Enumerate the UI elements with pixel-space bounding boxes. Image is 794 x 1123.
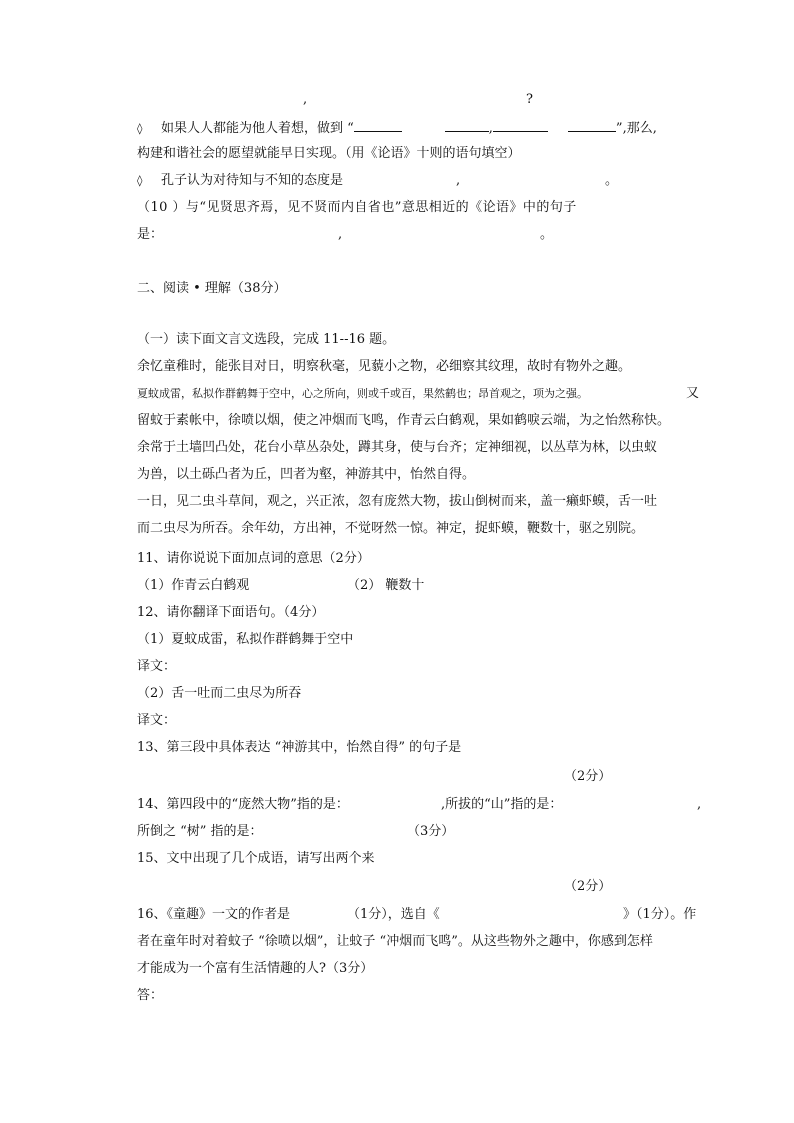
- blank-line[interactable]: [493, 119, 548, 132]
- question-16-cont: 才能成为一个富有生活情趣的人?（3分）: [137, 961, 374, 976]
- passage-line: 一日，见二虫斗草间，观之，兴正浓，忽有庞然大物，拔山倒树而来，盖一癞虾蟆，舌一吐: [137, 494, 658, 509]
- question-14-cont: 所倒之 “树” 指的是： （3分）: [137, 824, 455, 839]
- question-12: 12、请你翻译下面语句。（4分）: [137, 605, 325, 620]
- passage-line: 为兽，以土砾凸者为丘，凹者为壑，神游其中，怡然自得。: [137, 467, 476, 482]
- question-13: 13、第三段中具体表达 “神游其中，怡然自得” 的句子是: [137, 740, 462, 755]
- passage-line: 余常于土墙凹凸处，花台小草丛杂处，蹲其身，使与台齐；定神细视，以丛草为林，以虫蚁: [137, 440, 658, 455]
- score-label: （2分）: [564, 879, 612, 894]
- question-11: 11、请你说说下面加点词的意思（2分）: [137, 551, 370, 566]
- question-10: （10 ）与“见贤思齐焉，见不贤而内自省也”意思相近的《论语》中的句子: [137, 200, 577, 215]
- fill-text: 如果人人都能为他人着想，做到 “: [161, 121, 354, 136]
- fill-line-1: ◊ 如果人人都能为他人着想，做到 “ , ”,那么,: [137, 121, 657, 136]
- blank-question-mark: ?: [526, 92, 533, 107]
- question-16-cont: 者在童年时对着蚊子 “徐喷以烟”，让蚊子 “冲烟而飞鸣”。从这些物外之趣中，你感到怎样: [137, 934, 653, 949]
- question-10-answer: 是： , 。: [137, 227, 554, 242]
- question-11-items: （1）作青云白鹤观 （2） 鞭数十: [137, 578, 425, 593]
- question-15: 15、文中出现了几个成语，请写出两个来: [137, 851, 375, 866]
- section-title: 二、阅读 • 理解（38分）: [137, 281, 287, 296]
- score-label: （2分）: [564, 769, 612, 784]
- answer-label: 答：: [137, 988, 164, 1003]
- blank-line[interactable]: [445, 119, 489, 132]
- question-14: 14、第四段中的“庞然大物”指的是： ,所拔的“山”指的是： ,: [137, 797, 702, 812]
- blank-comma: ,: [303, 92, 308, 107]
- blank-line[interactable]: [568, 119, 616, 132]
- passage-line: 留蚊于素帐中，徐喷以烟，使之冲烟而飞鸣，作青云白鹤观，果如鹤唳云端，为之怡然称快。: [137, 413, 671, 428]
- passage-line: 夏蚊成雷，私拟作群鹤舞于空中，心之所向，则或千或百，果然鹤也；昂首观之，项为之强。 又: [137, 386, 700, 401]
- diamond-bullet-icon: ◊: [137, 174, 143, 187]
- blank-line[interactable]: [354, 119, 402, 132]
- fill-line-2: ◊ 孔子认为对待知与不知的态度是 , 。: [137, 173, 619, 188]
- question-16: 16、《童趣》一文的作者是 （1分），选自《 》（1分）。作: [137, 907, 697, 922]
- passage-line: 而二虫尽为所吞。余年幼，方出神，不觉呀然一惊。神定，捉虾蟆，鞭数十，驱之别院。: [137, 521, 645, 536]
- part-title: （一）读下面文言文选段，完成 11--16 题。: [137, 332, 396, 347]
- diamond-bullet-icon: ◊: [137, 122, 143, 135]
- answer-label: 译文：: [137, 713, 177, 728]
- instruction-line: 构建和谐社会的愿望就能早日实现。（用《论语》十则的语句填空）: [137, 146, 521, 161]
- passage-line: 余忆童稚时，能张目对日，明察秋毫，见藐小之物，必细察其纹理，故时有物外之趣。: [137, 359, 632, 374]
- answer-label: 译文：: [137, 659, 177, 674]
- question-12-item: （1）夏蚊成雷，私拟作群鹤舞于空中: [137, 632, 354, 647]
- question-12-item: （2）舌一吐而二虫尽为所吞: [137, 686, 302, 701]
